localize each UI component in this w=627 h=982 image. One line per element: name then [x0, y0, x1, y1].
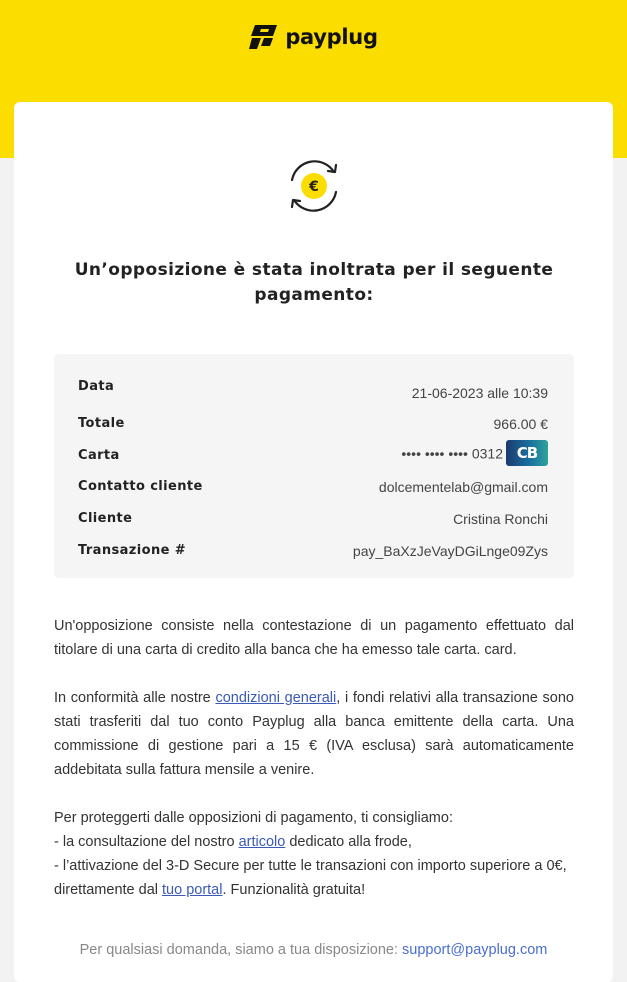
detail-row-card — [78, 444, 548, 472]
paragraph-definition: Un'opposizione consiste nella contestazione di un pagamento effettuato dal titolare di una carta di credito alla banca che ha emesso tale carta. card. — [54, 618, 574, 658]
client-label: Cliente — [78, 511, 133, 526]
article-link[interactable]: articolo — [238, 834, 286, 850]
transaction-value: pay_BaXzJeVayDGiLnge09Zys — [352, 543, 548, 559]
payplug-logo[interactable] — [0, 24, 627, 50]
client-value: Cristina Ronchi — [453, 511, 548, 527]
total-label: Totale — [78, 416, 125, 431]
svg-text:€: € — [309, 179, 319, 195]
paragraph-advice: Per proteggerti dalle opposizioni di pagamento, ti consigliamo: - la consultazione del nostro articolo dedicato alla frode, - l’attivazione del 3-D Secure per tutte le transazioni con importo superiore a 0€, direttamente dal tuo portal. Funzionalità gratuita! — [54, 810, 567, 898]
euro-refresh-icon — [284, 156, 344, 216]
footer-text: Per qualsiasi domanda, siamo a tua disposizione: — [79, 942, 403, 958]
detail-row-date — [78, 379, 548, 403]
card-value-wrap — [401, 442, 548, 468]
payplug-logo-icon — [249, 24, 279, 50]
card-number: •••• •••• •••• 0312 — [401, 445, 503, 462]
date-label: Data — [78, 379, 115, 394]
card-label: Carta — [78, 448, 120, 463]
detail-row-client — [78, 511, 548, 535]
email-card — [14, 102, 613, 982]
date-value: 21-06-2023 alle 10:39 — [411, 385, 548, 401]
portal-link[interactable]: tuo portal — [162, 882, 223, 898]
support-email-link[interactable]: support@payplug.com — [402, 942, 548, 958]
detail-row-transaction — [78, 543, 548, 567]
detail-row-contact — [78, 479, 548, 503]
total-value: 966.00 € — [493, 416, 548, 432]
payment-details — [54, 354, 574, 578]
paragraph-conditions: In conformità alle nostre condizioni generali, i fondi relativi alla transazione sono stati trasferiti dal tuo conto Payplug alla banca emittente della carta. Una commissione di gestione pari a 15 € (IVA esclusa) sarà automaticamente addebitata sulla fattura mensile a venire. — [54, 690, 574, 778]
footer — [14, 942, 613, 958]
transaction-label: Transazione # — [78, 543, 187, 558]
contact-value: dolcementelab@gmail.com — [378, 479, 548, 495]
contact-label: Contatto cliente — [78, 479, 203, 494]
brand-name: payplug — [285, 25, 378, 49]
detail-row-total — [78, 416, 548, 440]
conditions-link[interactable]: condizioni generali — [215, 690, 337, 706]
page-title: Un’opposizione è stata inoltrata per il seguente pagamento: — [74, 260, 554, 305]
cb-card-icon: CB — [506, 440, 548, 466]
advice-intro: Per proteggerti dalle opposizioni di pagamento, ti consigliamo: — [54, 810, 453, 826]
